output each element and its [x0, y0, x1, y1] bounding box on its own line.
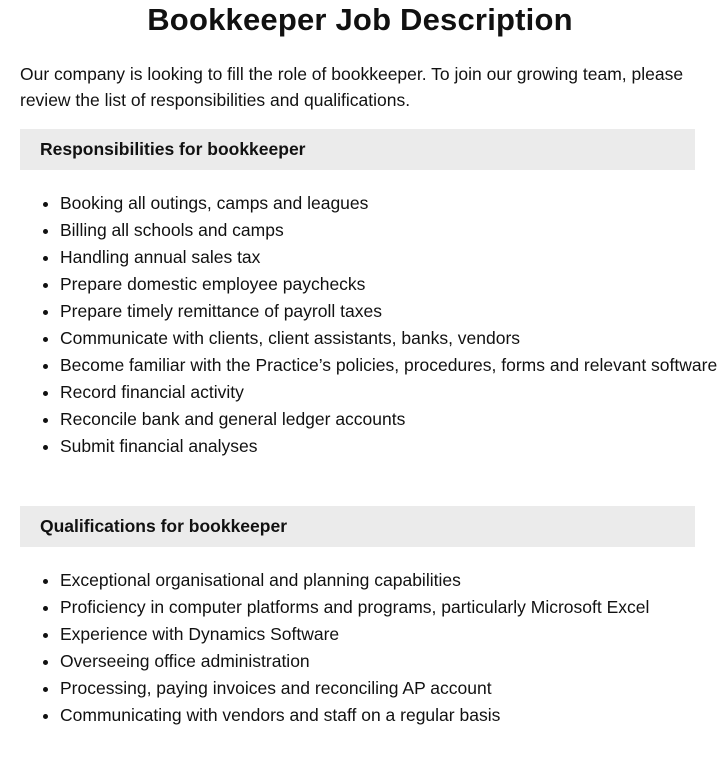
list-item: • Booking all outings, camps and leagues — [60, 190, 720, 217]
responsibilities-heading: Responsibilities for bookkeeper — [40, 139, 306, 159]
list-item: • Submit financial analyses — [60, 433, 720, 460]
qualifications-header — [20, 506, 695, 547]
list-item: • Prepare domestic employee paychecks — [60, 271, 720, 298]
list-item: • Experience with Dynamics Software — [60, 621, 720, 648]
list-item: • Overseeing office administration — [60, 648, 720, 675]
qualifications-heading: Qualifications for bookkeeper — [40, 516, 287, 536]
list-item: • Processing, paying invoices and reconciling AP account — [60, 675, 720, 702]
list-item: • Reconcile bank and general ledger accounts — [60, 406, 720, 433]
list-item: • Handling annual sales tax — [60, 244, 720, 271]
list-item: • Exceptional organisational and planning capabilities — [60, 567, 720, 594]
list-item: • Record financial activity — [60, 379, 720, 406]
responsibilities-header — [20, 129, 695, 170]
qualifications-list — [20, 567, 720, 729]
intro-paragraph: Our company is looking to fill the role of bookkeeper. To join our growing team, please review the list of responsibilities and qualifications. — [20, 64, 684, 110]
list-item: • Proficiency in computer platforms and programs, particularly Microsoft Excel — [60, 594, 720, 621]
list-item: • Become familiar with the Practice’s policies, procedures, forms and relevant software — [60, 352, 720, 379]
page-title: Bookkeeper Job Description — [147, 2, 573, 37]
list-item: • Billing all schools and camps — [60, 217, 720, 244]
list-item: • Prepare timely remittance of payroll taxes — [60, 298, 720, 325]
list-item: • Communicating with vendors and staff on a regular basis — [60, 702, 720, 729]
responsibilities-list — [20, 190, 720, 460]
list-item: • Communicate with clients, client assistants, banks, vendors — [60, 325, 720, 352]
